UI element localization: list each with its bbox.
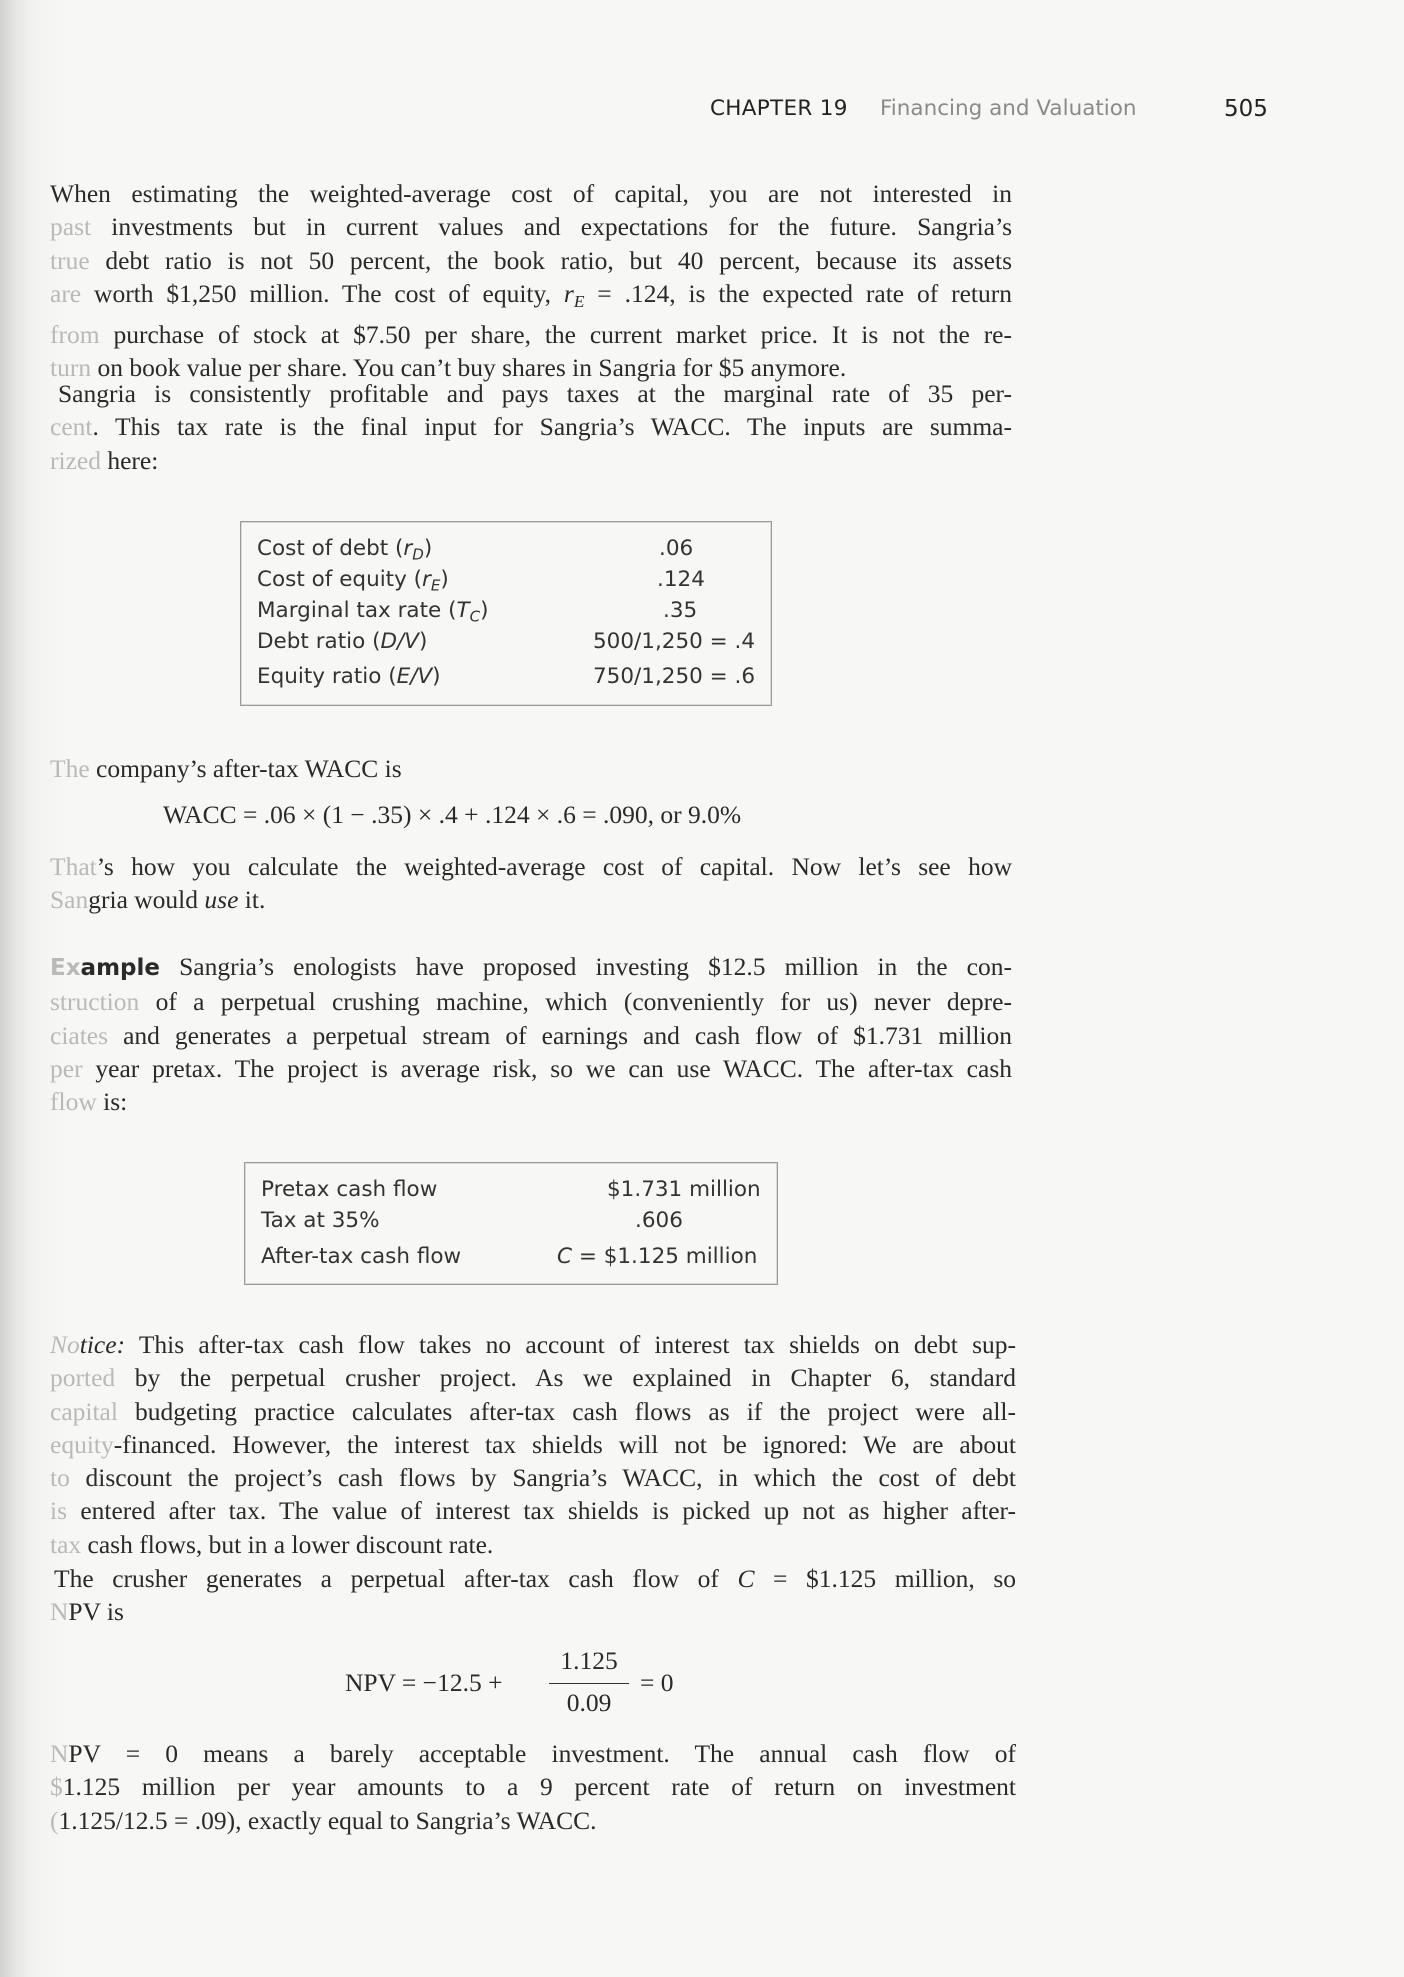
text-line: capital budgeting practice calculates after-tax cash flows as if the project were all- — [50, 1396, 1016, 1426]
row-label: Cost of debt $(r_D)$ — [257, 536, 433, 564]
row-label: Pretax cash flow — [261, 1177, 438, 1202]
table-row — [245, 1177, 777, 1207]
chapter-label: CHAPTER 19 — [710, 96, 848, 121]
table-row — [241, 567, 771, 597]
table-row — [241, 536, 771, 566]
npv-fraction — [549, 1646, 629, 1720]
row-value: .35 — [663, 598, 698, 623]
text-line: tax cash flows, but in a lower discount rate. — [50, 1529, 494, 1559]
text-line: true debt ratio is not 50 percent, the book ratio, but 40 percent, because its assets — [50, 245, 1012, 275]
text-line: past investments but in current values and expectations for the future. Sangria’s — [50, 212, 1012, 242]
paragraph-tax-rate — [50, 377, 1012, 477]
text-line: The crusher generates a perpetual after-tax cash flow of C = $1.125 million, so — [54, 1564, 1016, 1593]
text-line: to discount the project’s cash flows by Sangria’s WACC, in which the cost of debt — [50, 1463, 1016, 1493]
wacc-inputs-table — [240, 521, 772, 706]
text-line: Sangria would use it. — [50, 885, 266, 915]
text-line: $1.125 million per year amounts to a 9 percent rate of return on investment — [50, 1772, 1016, 1802]
text-line: NPV = 0 means a barely acceptable investment. The annual cash flow of — [50, 1739, 1016, 1768]
text-line: ported by the perpetual crusher project. As we explained in Chapter 6, standard — [50, 1363, 1016, 1393]
row-value: .606 — [635, 1208, 683, 1233]
text-line: equity-financed. However, the interest tax shields will not be ignored: We are about — [50, 1429, 1016, 1459]
row-label: Tax at 35% — [261, 1208, 380, 1233]
text-line: When estimating the weighted-average cost of capital, you are not interested in — [50, 179, 1012, 208]
wacc-equation: WACC = .06 × (1 − .35) × .4 + .124 × .6 = .090, or 9.0% — [163, 800, 742, 829]
row-value: .124 — [657, 567, 705, 592]
table-row — [245, 1244, 777, 1274]
running-head — [0, 96, 1404, 130]
text-line: rized here: — [50, 445, 159, 475]
text-line: struction of a perpetual crushing machine, which (conveniently for us) never depre- — [50, 987, 1012, 1017]
row-value: $1.731 million — [607, 1177, 761, 1202]
text-line: from purchase of stock at $7.50 per share, the current market price. It is not the re- — [50, 320, 1012, 350]
text-line: Example Sangria’s enologists have proposed investing $12.5 million in the con- — [50, 952, 1012, 981]
row-label: Debt ratio (D/V) — [257, 629, 428, 654]
text-line: is entered after tax. The value of interest tax shields is picked up not as higher after- — [50, 1496, 1016, 1526]
fraction-bar — [549, 1683, 629, 1684]
paragraph-npv-conclusion — [50, 1737, 1016, 1837]
text-line: cent. This tax rate is the final input for Sangria’s WACC. The inputs are summa- — [50, 412, 1012, 442]
text-line: (1.125/12.5 = .09), exactly equal to Sangria’s WACC. — [50, 1805, 597, 1835]
paragraph-wacc-intro — [50, 177, 1012, 385]
table-row — [245, 1208, 777, 1238]
row-label: Equity ratio (E/V) — [257, 664, 441, 689]
example-label: Example — [50, 955, 160, 981]
row-value: .06 — [659, 536, 694, 561]
row-value: 750/1,250 = .6 — [593, 664, 756, 689]
cash-flow-table — [244, 1162, 778, 1285]
text-line: The company’s after-tax WACC is — [50, 754, 402, 783]
text-line: are worth $1,250 million. The cost of equity, $r_E = .124$, is the expected rate of return — [50, 278, 1012, 311]
text-line: Sangria is consistently profitable and pays taxes at the marginal rate of 35 per- — [58, 379, 1012, 408]
npv-lhs: NPV = −12.5 + — [345, 1668, 503, 1697]
paragraph-after-tax-wacc — [50, 752, 1012, 785]
row-value: 500/1,250 = .4 — [593, 629, 756, 654]
section-title: Financing and Valuation — [880, 96, 1137, 121]
text-line: Notice: This after-tax cash flow takes no account of interest tax shields on debt sup- — [50, 1330, 1016, 1359]
row-label: Cost of equity $(r_E)$ — [257, 567, 449, 595]
text-line: That’s how you calculate the weighted-average cost of capital. Now let’s see how — [50, 852, 1012, 881]
text-line: NPV is — [50, 1597, 124, 1627]
row-label: After-tax cash flow — [261, 1244, 462, 1269]
text-line: flow is: — [50, 1087, 128, 1117]
row-value: C = $1.125 million — [557, 1244, 758, 1269]
table-row — [241, 598, 771, 628]
table-row — [241, 664, 771, 694]
table-row — [241, 629, 771, 659]
paragraph-example — [50, 950, 1012, 1118]
text-line: ciates and generates a perpetual stream of earnings and cash flow of $1.731 million — [50, 1020, 1012, 1050]
npv-rhs: = 0 — [640, 1668, 674, 1697]
text-line: per year pretax. The project is average risk, so we can use WACC. The after-tax cash — [50, 1053, 1012, 1083]
text-line: turn on book value per share. You can’t buy shares in Sangria for $5 anymore. — [50, 353, 847, 383]
page-number: 505 — [1224, 96, 1268, 122]
paragraph-transition — [50, 850, 1012, 917]
paragraph-notice — [50, 1328, 1016, 1561]
fraction-numerator: 1.125 — [560, 1646, 618, 1675]
row-label: Marginal tax rate $(T_C)$ — [257, 598, 489, 626]
fraction-denominator: 0.09 — [566, 1688, 612, 1717]
paragraph-npv-intro — [50, 1562, 1016, 1629]
